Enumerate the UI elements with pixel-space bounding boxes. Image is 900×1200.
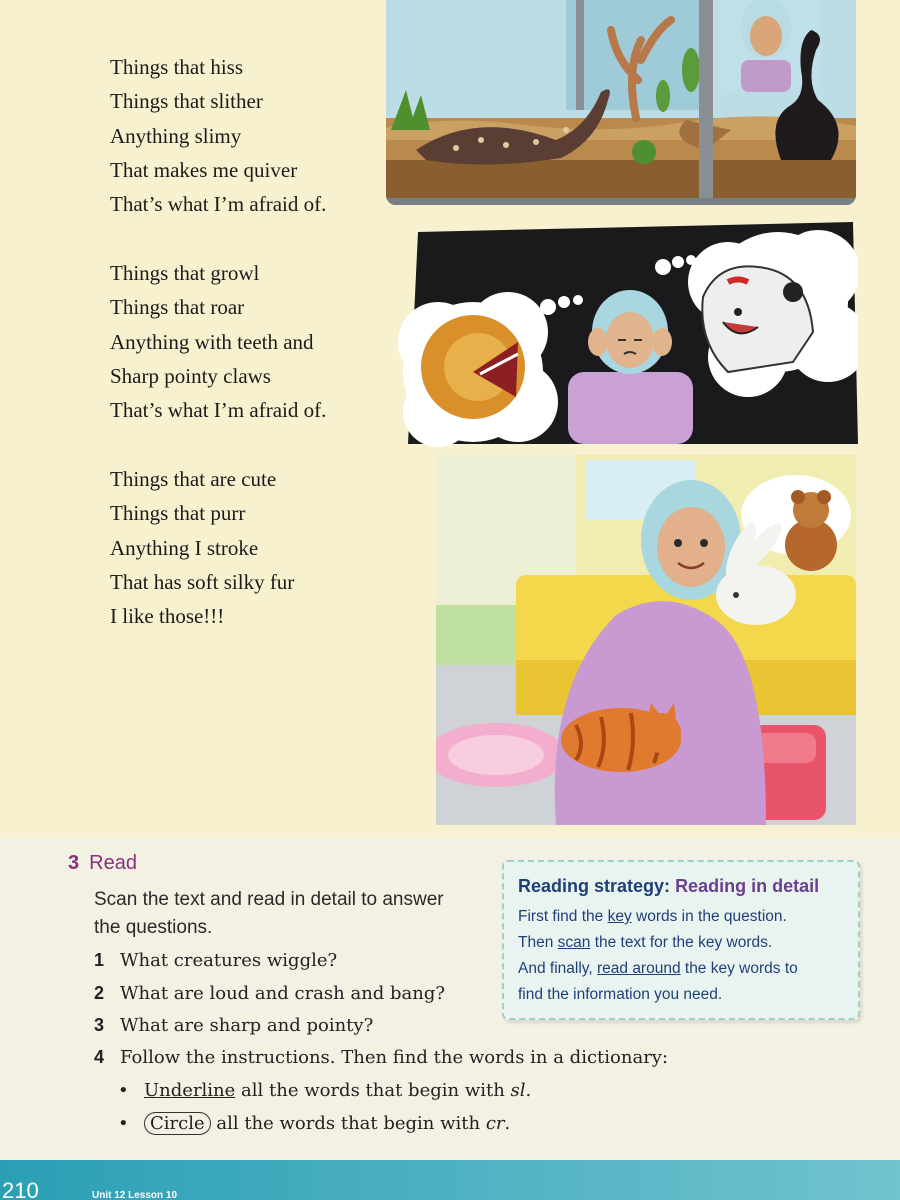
bullet-letters: cr — [485, 1113, 505, 1134]
section-instructions: Scan the text and read in detail to answer the questions. — [94, 889, 444, 938]
strategy-line — [518, 960, 798, 978]
strategy-line — [518, 934, 772, 952]
poem-line: Anything with teeth and — [110, 329, 314, 354]
strategy-title — [518, 876, 819, 897]
poem-line: That makes me quiver — [110, 157, 298, 182]
question-number: 2 — [94, 983, 105, 1003]
strategy-text: First find the — [518, 908, 608, 925]
bullet-text: all the words that begin with — [210, 1113, 486, 1134]
strategy-title-label: Reading strategy: — [518, 876, 671, 896]
page-number: 210 — [2, 1178, 39, 1200]
strategy-keyword: key — [607, 908, 632, 925]
strategy-line: find the information you need. — [518, 986, 723, 1003]
question-item — [94, 950, 337, 971]
question-item — [94, 1015, 373, 1036]
unit-label: Unit 12 Lesson 10 — [92, 1190, 178, 1200]
strategy-keyword: scan — [557, 934, 591, 951]
strategy-text: And finally, — [518, 960, 597, 977]
reading-strategy-box — [502, 860, 860, 1020]
question-item — [94, 983, 445, 1004]
question-number: 1 — [94, 950, 105, 970]
question-number: 3 — [94, 1015, 105, 1035]
poem-line: That’s what I’m afraid of. — [110, 192, 327, 217]
question-text: What are sharp and pointy? — [120, 1015, 374, 1036]
bullet-dot-icon: • — [118, 1113, 129, 1134]
section-heading — [68, 852, 137, 875]
question-number: 4 — [94, 1047, 105, 1067]
strategy-text: words in the question. — [631, 908, 787, 925]
pets-illustration — [436, 455, 856, 825]
poem-line: Anything I stroke — [110, 535, 259, 560]
bullet-letters: sl — [510, 1080, 526, 1101]
instruction-bullet-underline — [118, 1080, 531, 1101]
instruction-bullet-circle — [118, 1113, 510, 1134]
poem-stanza-3 — [110, 462, 294, 633]
fears-illustration — [398, 222, 858, 462]
poem-line: Things that are cute — [110, 467, 277, 491]
poem-line: Things that growl — [110, 261, 260, 285]
strategy-keyword: read around — [596, 960, 681, 977]
underline-word: Underline — [144, 1080, 236, 1101]
bullet-dot-icon: • — [118, 1080, 129, 1101]
circled-word: Circle — [144, 1112, 211, 1135]
poem-line: Sharp pointy claws — [110, 363, 271, 388]
strategy-line — [518, 908, 787, 926]
section-title: Read — [89, 852, 137, 874]
section-number: 3 — [68, 852, 80, 874]
poem-stanza-1 — [110, 50, 326, 221]
poem-line: Things that slither — [110, 89, 263, 114]
strategy-title-topic: Reading in detail — [675, 876, 820, 896]
poem-line: Things that purr — [110, 501, 246, 526]
bullet-text: all the words that begin with — [235, 1080, 511, 1101]
strategy-text: Then — [518, 934, 558, 951]
poem-stanza-2 — [110, 256, 326, 427]
bullet-end: . — [525, 1080, 532, 1101]
poem-line: That’s what I’m afraid of. — [110, 398, 327, 423]
question-text: What creatures wiggle? — [120, 950, 338, 971]
poem-line: Things that roar — [110, 295, 245, 320]
poem-line: I like those!!! — [110, 604, 225, 629]
strategy-text: the text for the key words. — [590, 934, 773, 951]
question-text: What are loud and crash and bang? — [120, 983, 446, 1004]
poem-line: Anything slimy — [110, 123, 242, 148]
question-text: Follow the instructions. Then find the words in a dictionary: — [120, 1047, 669, 1068]
strategy-text: the key words to — [680, 960, 798, 977]
poem-line: That has soft silky fur — [110, 569, 295, 594]
poem-line: Things that hiss — [110, 55, 244, 79]
question-item — [94, 1047, 668, 1068]
bullet-end: . — [504, 1113, 511, 1134]
terrarium-illustration — [386, 0, 856, 205]
